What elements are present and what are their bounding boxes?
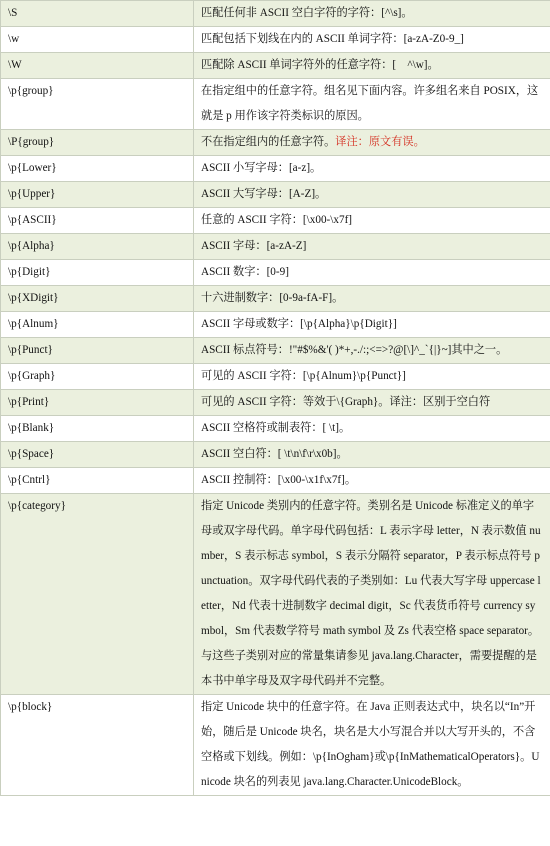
pattern-cell: \p{Print}: [1, 390, 194, 416]
description-cell: 指定 Unicode 块中的任意字符。在 Java 正则表达式中，块名以“In”开始，随后是 Unicode 块名，块名是大小写混合并以大写开头的，不含空格或下划线。例如：\p{InOgham}或\p{InMathematicalOperators}。Unicode 块名的列表见 java.lang.Character.UnicodeBlock。: [194, 695, 550, 796]
pattern-cell: \p{Upper}: [1, 182, 194, 208]
pattern-cell: \W: [1, 53, 194, 79]
table-row: [1, 416, 550, 442]
table-row: [1, 468, 550, 494]
table-row: [1, 1, 550, 27]
table-row: [1, 390, 550, 416]
pattern-cell: \w: [1, 27, 194, 53]
description-cell: 任意的 ASCII 字符：[\x00-\x7f]: [194, 208, 550, 234]
pattern-cell: \p{group}: [1, 79, 194, 130]
table-row: [1, 130, 550, 156]
description-text: 不在指定组内的任意字符。: [201, 136, 336, 148]
pattern-cell: \P{group}: [1, 130, 194, 156]
pattern-cell: \p{Alpha}: [1, 234, 194, 260]
description-cell: 在指定组中的任意字符。组名见下面内容。许多组名来自 POSIX，这就是 p 用作该字符类标识的原因。: [194, 79, 550, 130]
description-cell: ASCII 字母或数字：[\p{Alpha}\p{Digit}]: [194, 312, 550, 338]
pattern-cell: \p{block}: [1, 695, 194, 796]
table-row: [1, 208, 550, 234]
table-row: [1, 312, 550, 338]
table-row: [1, 338, 550, 364]
pattern-cell: \p{Digit}: [1, 260, 194, 286]
pattern-cell: \p{Lower}: [1, 156, 194, 182]
translator-note: 译注：原文有误。: [335, 136, 425, 148]
table-row: [1, 79, 550, 130]
description-cell: 指定 Unicode 类别内的任意字符。类别名是 Unicode 标准定义的单字母或双字母代码。单字母代码包括：L 表示字母 letter，N 表示数值 number，S 表示标志 symbol，S 表示分隔符 separator，P 表示标点符号 punctuation。双字母代码代表的子类别如：Lu 代表大写字母 uppercase letter，Nd 代表十进制数字 decimal digit，Sc 代表货币符号 currency symbol，Sm 代表数学符号 math symbol 及 Zs 代表空格 space separator。与这些子类别对应的常量集请参见 java.lang.Character，需要提醒的是本书中单字母及双字母代码并不完整。: [194, 494, 550, 695]
table-row: [1, 260, 550, 286]
pattern-cell: \p{Punct}: [1, 338, 194, 364]
description-cell: ASCII 大写字母：[A-Z]。: [194, 182, 550, 208]
description-cell: 可见的 ASCII 字符：[\p{Alnum}\p{Punct}]: [194, 364, 550, 390]
pattern-cell: \p{XDigit}: [1, 286, 194, 312]
pattern-cell: \p{Alnum}: [1, 312, 194, 338]
description-cell: ASCII 空格符或制表符：[ \t]。: [194, 416, 550, 442]
table-row: [1, 442, 550, 468]
description-cell: 可见的 ASCII 字符：等效于\{Graph}。译注：区别于空白符: [194, 390, 550, 416]
description-cell: ASCII 标点符号：!"#$%&'( )*+,-./:;<=>?@[\]^_`{|}~]其中之一。: [194, 338, 550, 364]
table-row: [1, 364, 550, 390]
description-cell: ASCII 字母：[a-zA-Z]: [194, 234, 550, 260]
table-row: [1, 53, 550, 79]
pattern-cell: \p{Space}: [1, 442, 194, 468]
description-cell: 十六进制数字：[0-9a-fA-F]。: [194, 286, 550, 312]
table-row: [1, 286, 550, 312]
description-cell: [194, 130, 550, 156]
pattern-cell: \p{Blank}: [1, 416, 194, 442]
description-cell: ASCII 空白符：[ \t\n\f\r\x0b]。: [194, 442, 550, 468]
pattern-cell: \p{ASCII}: [1, 208, 194, 234]
description-cell: ASCII 小写字母：[a-z]。: [194, 156, 550, 182]
table-row: [1, 494, 550, 695]
description-cell: 匹配包括下划线在内的 ASCII 单词字符：[a-zA-Z0-9_]: [194, 27, 550, 53]
description-cell: ASCII 控制符：[\x00-\x1f\x7f]。: [194, 468, 550, 494]
pattern-cell: \p{Cntrl}: [1, 468, 194, 494]
pattern-cell: \S: [1, 1, 194, 27]
table-row: [1, 695, 550, 796]
table-row: [1, 156, 550, 182]
table-row: [1, 234, 550, 260]
pattern-cell: \p{category}: [1, 494, 194, 695]
description-cell: ASCII 数字：[0-9]: [194, 260, 550, 286]
description-cell: 匹配除 ASCII 单词字符外的任意字符：[ ^\w]。: [194, 53, 550, 79]
pattern-cell: \p{Graph}: [1, 364, 194, 390]
table-row: [1, 27, 550, 53]
description-cell: 匹配任何非 ASCII 空白字符的字符：[^\s]。: [194, 1, 550, 27]
table-row: [1, 182, 550, 208]
